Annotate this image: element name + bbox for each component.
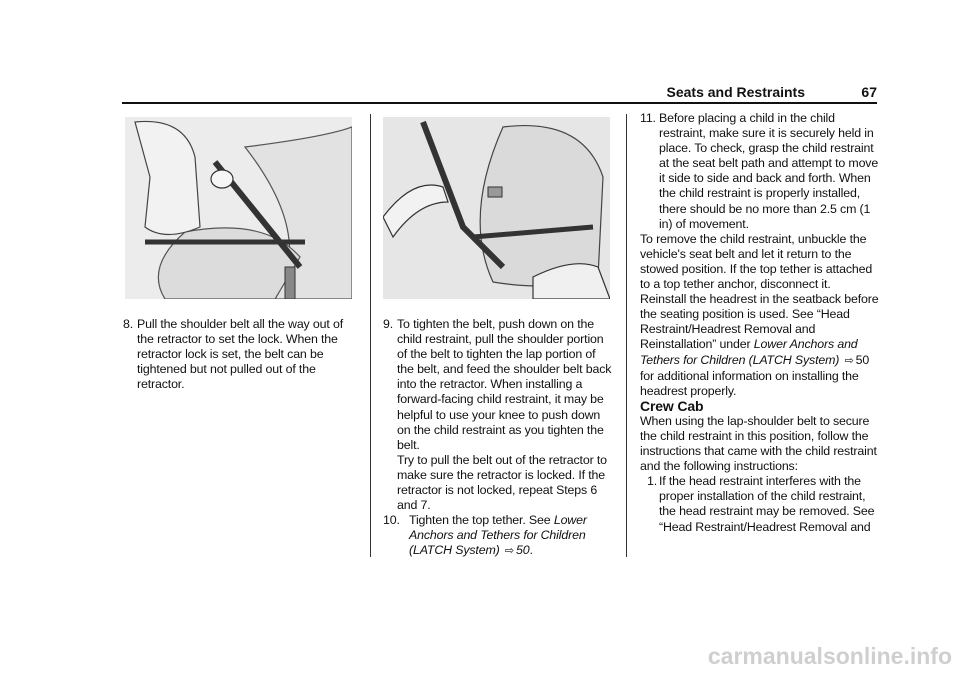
illustration-tightening-belt-icon (383, 117, 610, 299)
step-10-end: . (529, 543, 533, 558)
page-header (0, 84, 877, 102)
step-8-number: 8. (123, 317, 134, 331)
crew-cab-heading: Crew Cab (640, 397, 704, 414)
step-9-note: Try to pull the belt out of the retractor to make sure the retractor is locked. If the retractor is not locked, repeat Steps 6 and 7. (397, 452, 607, 513)
watermark-text: carmanualsonline.info (707, 643, 952, 669)
remove-paragraph (640, 232, 880, 399)
step-9 (383, 317, 615, 453)
column-divider-1 (370, 114, 371, 557)
figure-shoulder-belt-pull (125, 117, 352, 299)
step-1 (640, 474, 880, 534)
latch-link-2[interactable]: Lower Anchors and Tethers for Children (LATCH System) (640, 337, 858, 367)
column-divider-2 (626, 114, 627, 557)
xref-icon-2: ⇨ (844, 354, 854, 367)
figure-tighten-belt (383, 117, 610, 299)
step-11 (640, 111, 880, 232)
step-9-number: 9. (383, 317, 394, 331)
step-8 (123, 317, 353, 392)
step-10-number: 10. (383, 513, 400, 528)
step-11-number: 11. (640, 111, 656, 125)
remove-end: for additional information on installing the headrest properly. (640, 368, 859, 398)
latch-link[interactable]: Lower Anchors and Tethers for Children (LATCH System) (409, 513, 587, 558)
watermark-footer (0, 634, 960, 678)
crew-cab-paragraph: When using the lap-shoulder belt to secure the child restraint in this position, follow the instructions that came with the child restraint and the following instructions: (640, 413, 877, 474)
section-title: Seats and Restraints (666, 84, 805, 100)
latch-page-2[interactable]: 50 (855, 352, 870, 367)
step-10-text: Tighten the top tether. See (409, 513, 554, 528)
step-10 (383, 513, 615, 559)
step-1-text: If the head restraint interferes with the proper installation of the child restraint, the head restraint may be removed. See “Head Restraint/Headrest Removal and (659, 474, 875, 534)
column-3 (640, 111, 880, 535)
header-rule (122, 102, 877, 104)
step-9-text: To tighten the belt, push down on the child restraint, pull the shoulder portion of the belt to tighten the lap portion of the belt, and feed the shoulder belt back into the retractor. When installing a forward-facing child restraint, it may be helpful to use your knee to push down on the child restraint as you tighten the belt. (397, 317, 612, 452)
column-2 (383, 317, 615, 560)
illustration-pulling-shoulder-belt-icon (125, 117, 352, 299)
step-8-text: Pull the shoulder belt all the way out of the retractor to set the lock. When the retractor lock is set, the belt can be tightened but not pulled out of the retractor. (137, 317, 343, 392)
step-11-text: Before placing a child in the child restraint, make sure it is securely held in place. To check, grasp the child restraint at the seat belt path and attempt to move it side to side and back and forth. When the child restraint is properly installed, there should be no more than 2.5 cm (1 in) of movement. (659, 111, 879, 231)
xref-icon: ⇨ (504, 545, 514, 558)
page-number: 67 (861, 84, 877, 100)
latch-page[interactable]: 50 (515, 543, 530, 558)
column-1 (123, 317, 353, 392)
step-1-number: 1. (647, 474, 658, 489)
remove-text: To remove the child restraint, unbuckle the vehicle's seat belt and let it return to the stowed position. If the top tether is attached to a top tether anchor, disconnect it. Reinstall the headrest in the seatback before the seating position is used. See “Head Restraint/Headrest Removal and Reinstallation” under (640, 231, 879, 352)
